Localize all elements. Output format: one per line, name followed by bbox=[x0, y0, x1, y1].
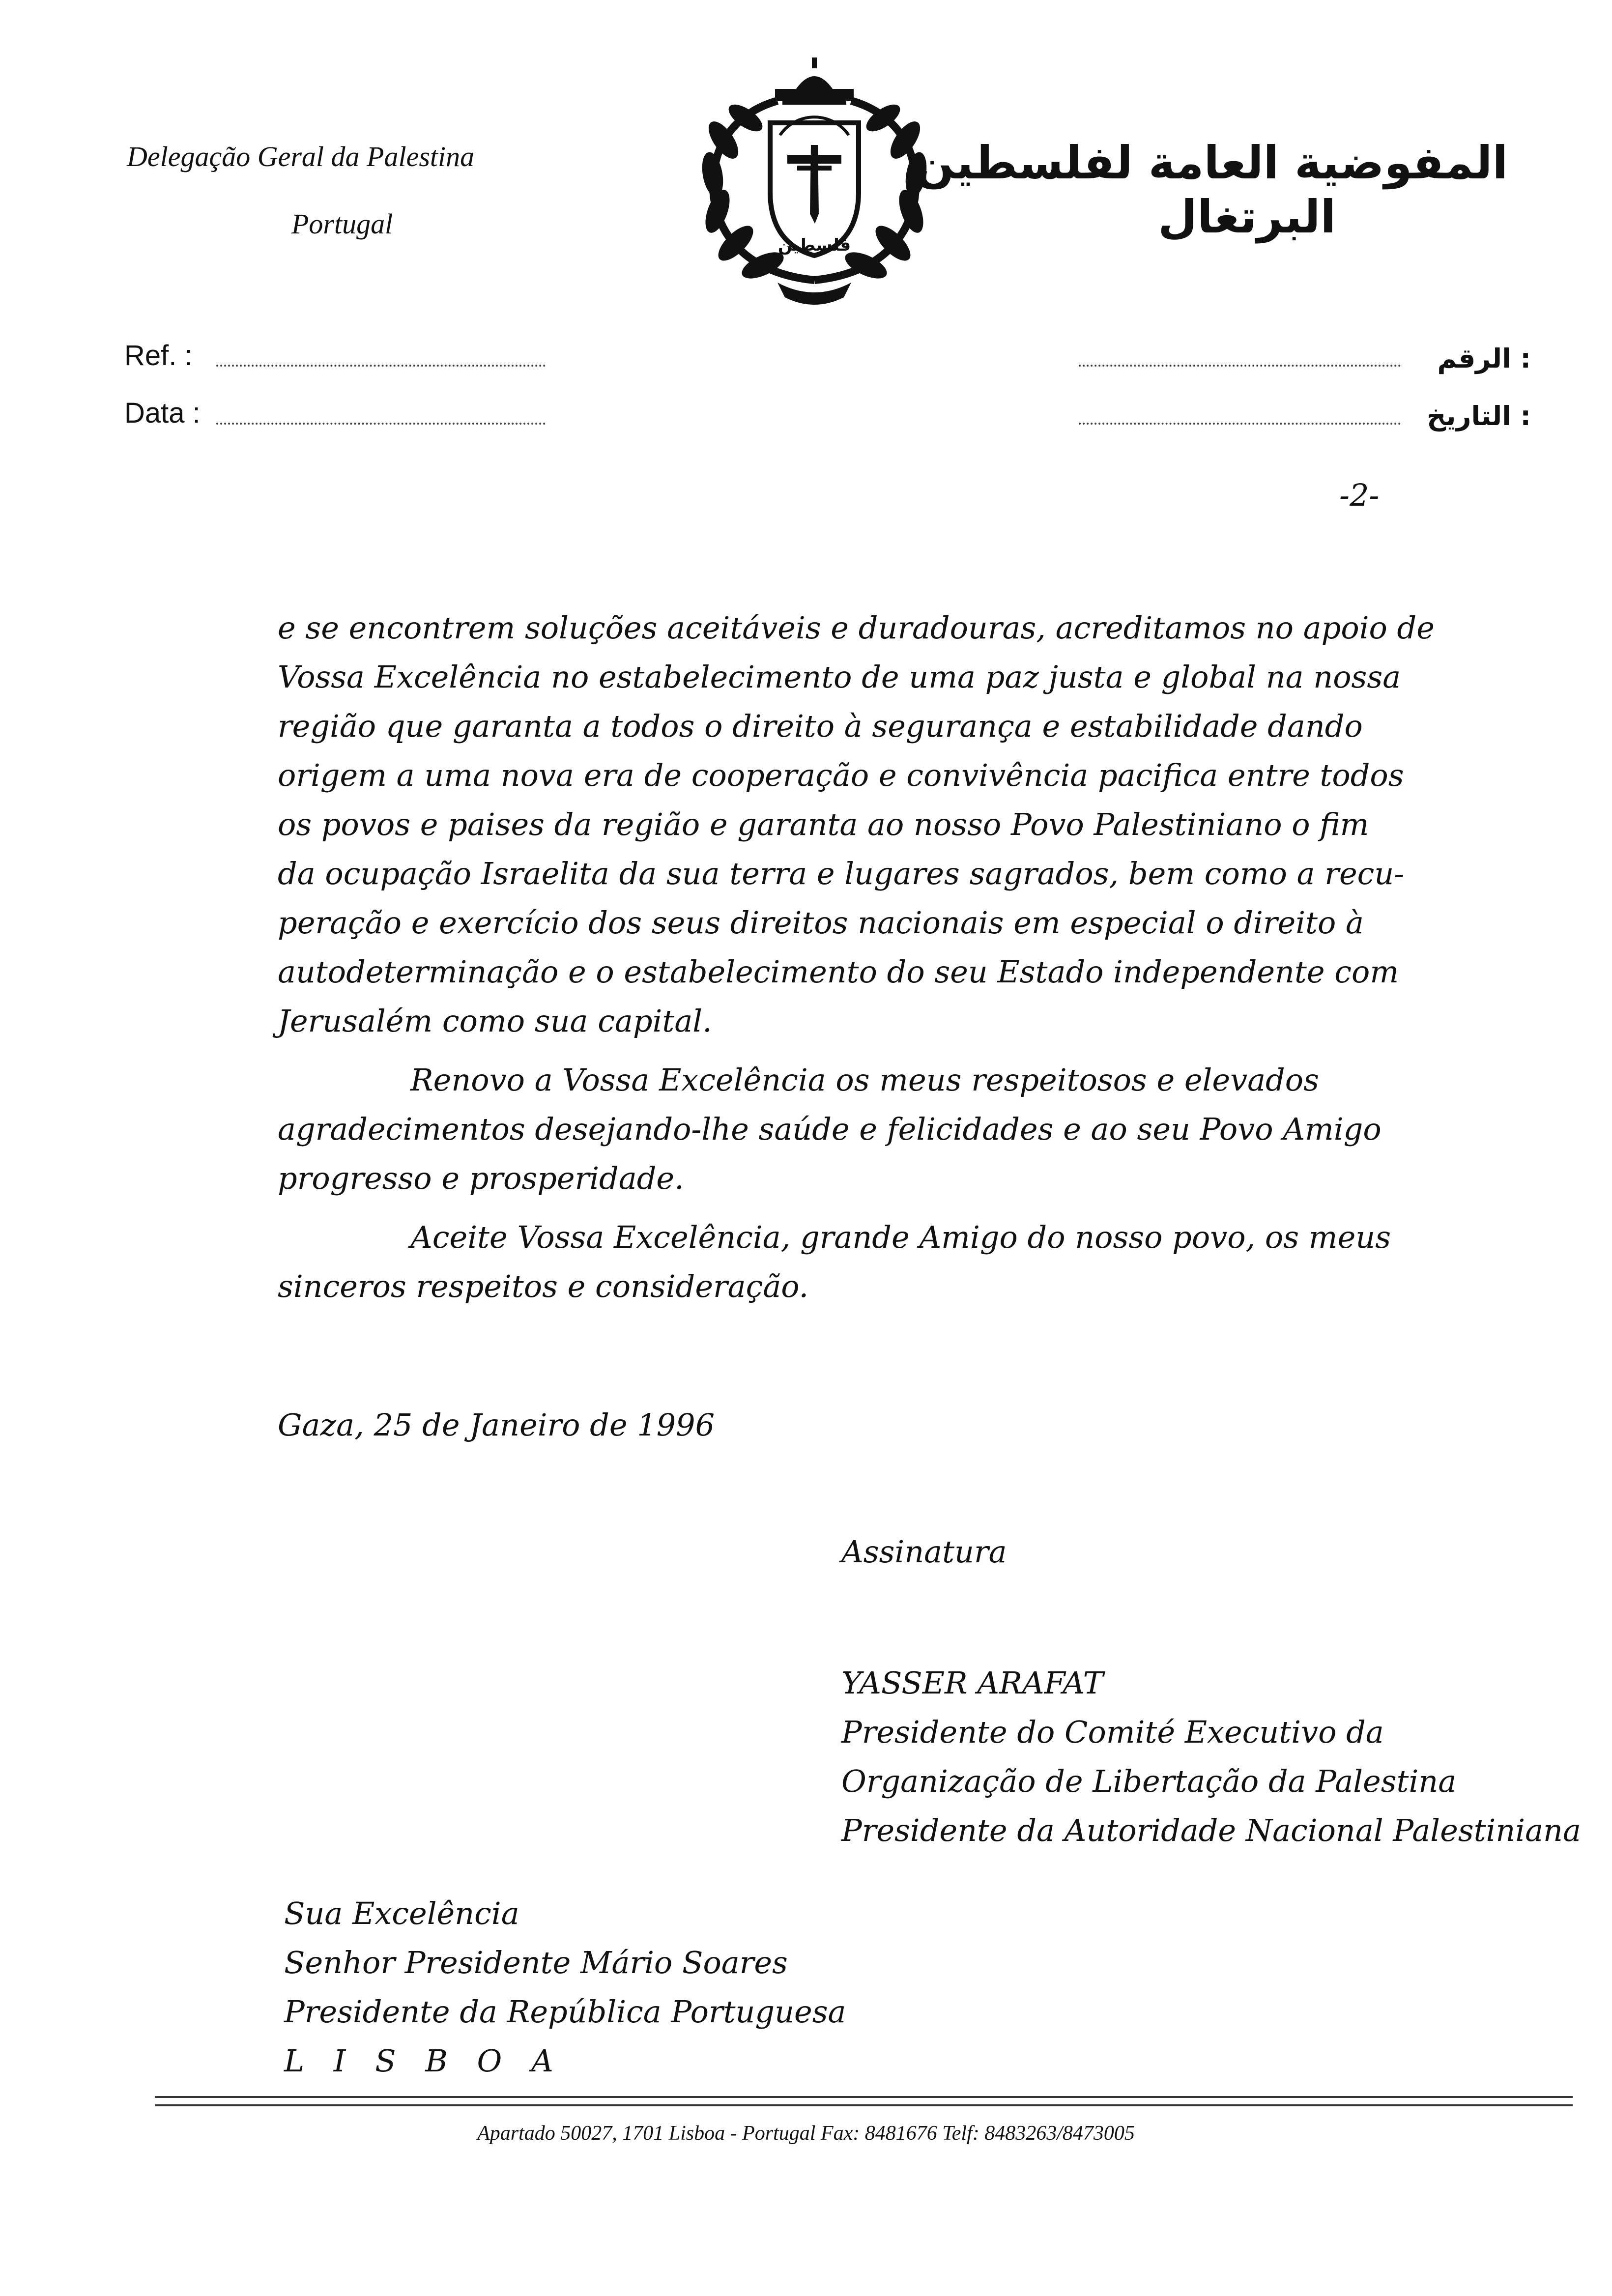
signatory-title: Organização de Libertação da Palestina bbox=[841, 1763, 1457, 1799]
signature-block bbox=[841, 1659, 1581, 1855]
body-line: Jerusalém como sua capital. bbox=[278, 1003, 712, 1039]
org-country-pt: Portugal bbox=[291, 208, 393, 240]
org-name-ar: المفوضية العامة لفلسطين bbox=[915, 137, 1508, 189]
body-line: região que garanta a todos o direito à segurança e estabilidade dando bbox=[278, 708, 1363, 744]
ref-label: Ref. : bbox=[124, 340, 193, 372]
signatory-title: Presidente da Autoridade Nacional Palestiniana bbox=[841, 1812, 1581, 1848]
body-line: progresso e prosperidade. bbox=[278, 1160, 684, 1196]
place-date: Gaza, 25 de Janeiro de 1996 bbox=[278, 1407, 715, 1443]
org-name-pt: Delegação Geral da Palestina bbox=[127, 141, 475, 172]
signatory-title: Presidente do Comité Executivo da bbox=[841, 1714, 1384, 1750]
ref-dotted-line bbox=[216, 365, 546, 367]
recipient-address bbox=[284, 1889, 846, 2086]
recipient-line: Sua Excelência bbox=[284, 1895, 519, 1931]
recipient-line: L I S B O A bbox=[284, 2043, 563, 2079]
date-label: Data : bbox=[124, 397, 201, 429]
footer-address: Apartado 50027, 1701 Lisboa - Portugal Fax: 8481676 Telf: 8483263/8473005 bbox=[477, 2122, 1135, 2145]
body-line: e se encontrem soluções aceitáveis e duradouras, acreditamos no apoio de bbox=[278, 610, 1435, 646]
date-ar-dotted-line bbox=[1079, 423, 1401, 425]
dome-icon bbox=[795, 76, 834, 91]
date-dotted-line bbox=[216, 423, 546, 425]
recipient-line: Senhor Presidente Mário Soares bbox=[284, 1945, 788, 1980]
body-line: origem a uma nova era de cooperação e convivência pacifica entre todos bbox=[278, 757, 1404, 793]
body-line: sinceros respeitos e consideração. bbox=[278, 1268, 809, 1304]
emblem-text: فلسطين bbox=[777, 235, 851, 255]
date-label-ar: : التاريخ bbox=[1427, 401, 1531, 431]
map-icon bbox=[810, 145, 819, 224]
recipient-line: Presidente da República Portuguesa bbox=[284, 1994, 846, 2030]
body-line: peração e exercício dos seus direitos nacionais em especial o direito à bbox=[278, 905, 1364, 941]
body-line: autodeterminação e o estabelecimento do seu Estado independente com bbox=[278, 954, 1399, 990]
letter-body bbox=[278, 603, 1467, 1311]
body-line: os povos e paises da região e garanta ao nosso Povo Palestiniano o fim bbox=[278, 806, 1369, 842]
palestine-emblem bbox=[694, 57, 935, 312]
body-line: Vossa Excelência no estabelecimento de uma paz justa e global na nossa bbox=[278, 659, 1401, 695]
ref-label-ar: : الرقم bbox=[1437, 343, 1531, 374]
body-line: Renovo a Vossa Excelência os meus respeitosos e elevados bbox=[410, 1062, 1319, 1098]
org-country-ar: البرتغال bbox=[1158, 191, 1336, 243]
footer-rule bbox=[155, 2104, 1573, 2106]
body-line: agradecimentos desejando-lhe saúde e felicidades e ao seu Povo Amigo bbox=[278, 1111, 1382, 1147]
footer-rule bbox=[155, 2096, 1573, 2098]
body-line: da ocupação Israelita da sua terra e lugares sagrados, bem como a recu- bbox=[278, 856, 1405, 891]
ref-ar-dotted-line bbox=[1079, 365, 1401, 367]
page-number: -2- bbox=[1339, 477, 1380, 513]
body-line: Aceite Vossa Excelência, grande Amigo do nosso povo, os meus bbox=[410, 1219, 1391, 1255]
signature-label: Assinatura bbox=[841, 1534, 1007, 1570]
signatory-name: YASSER ARAFAT bbox=[841, 1665, 1103, 1701]
